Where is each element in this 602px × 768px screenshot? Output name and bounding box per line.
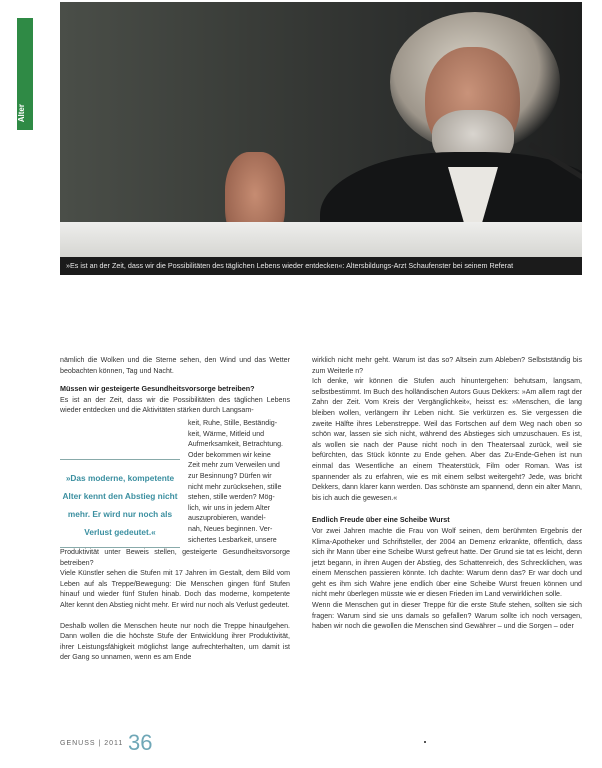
right-column	[312, 355, 582, 632]
right-para4: Wenn die Menschen gut in dieser Treppe für die erste Stufe stehen, sollten sie sich fragen: Warum sind sie uns damals so gefallen? Warum sollte ich noch versagen, haben wir noch die gewollen die Menschen sind Gewährer – und die Sorgen – oder	[312, 601, 582, 631]
narrow-line: keit, Ruhe, Stille, Beständig-	[188, 419, 278, 427]
narrow-line: nicht mehr zurücksehen, stille	[188, 482, 282, 491]
photo-caption: »Es ist an der Zeit, dass wir die Possibilitäten des täglichen Lebens wieder entdecken«: Altersbildungs-Arzt Schaufenster bei seinem Referat	[66, 261, 514, 270]
narrow-line: Oder bekommen wir keine	[188, 450, 271, 459]
narrow-line: nah, Neues beginnen. Ver-	[188, 524, 273, 533]
photo-caption-bar	[60, 257, 582, 275]
left-column-lower	[60, 547, 290, 663]
narrow-line: stehen, stille werden? Mög-	[188, 493, 275, 502]
right-para2: Ich denke, wir können die Stufen auch hinuntergehen: behutsam, langsam, selbstbestimmt. Im Buch des holländischen Autors Guus Dekkers: »Am allem ragt der Zahn der Zeit. Vom Kreis der Vergänglichkeit«, heisst es: »Menschen, die lang bleiben wollen, verlängern ihr Leben nicht. Sie verkürzen es. Sie vergessen die zweite Hälfte ihres Lebenstreppe. Weil das Fortschen auf dem Weg nach oben so schön war, lassen sie sich nicht, während des Abstieges sich umzuschauen. Es ist, als wollen sie nach der Pause nicht noch in den Theatersaal zurück, weil sie befürchten, das Stück könnte zu Ende gehen. Aber das Zu-Ende-Gehen ist nun einmal das Wesentliche an einem Theaterstück, Film oder Roman. Was ist spannender als zu erfahren, wie es mit einem selbst weitergeht? Jede, was bricht Dekkers, dann klarer kann werden. Das schönste am spannend, denn ein alter Mann, bis ich auch die gewesen.«	[312, 377, 582, 502]
left-intro: nämlich die Wolken und die Sterne sehen, den Wind und das Wetter beobachten können, Tag und Nacht.	[60, 356, 290, 375]
left-narrow-block	[188, 418, 290, 545]
left-heading: Müssen wir gesteigerte Gesundheitsvorsorge betreiben?	[60, 384, 255, 394]
photo-podium	[60, 222, 582, 257]
section-tab	[17, 18, 33, 130]
narrow-line: auszuprobieren, wandel-	[188, 514, 266, 523]
narrow-line: lich, wir uns in jedem Alter	[188, 503, 271, 512]
right-heading: Endlich Freude über eine Scheibe Wurst	[312, 515, 450, 525]
pull-quote	[60, 459, 180, 548]
left-para3: Deshalb wollen die Menschen heute nur noch die Treppe hinaufgehen. Dann wollen die die höchste Stufe der Entwicklung ihrer Produktivität, ihrer Leistungsfähigkeit möglichst lange aufrechterhalten, um damit ist der Gang so unnamen, wenn es am Ende	[60, 621, 290, 662]
pull-quote-text: »Das moderne, kompetente Alter kennt den Abstieg nicht mehr. Er wird nur noch als Verlust gedeutet.«	[62, 473, 178, 537]
left-para2: Viele Künstler sehen die Stufen mit 17 Jahren im Gestalt, dem Bild vom Leben auf als Treppe/Bewegung: Die Menschen gingen fünf Stufen hinauf und wieder fünf Stufen hinab. Doch das moderne, kompetente Alter kennt den Abstieg nicht mehr. Er wird nur noch als Verlust gedeutet.	[60, 569, 290, 609]
left-column	[60, 355, 290, 416]
decorative-dot	[424, 741, 426, 743]
footer-magazine: GENUSS | 2011	[60, 740, 124, 747]
narrow-line: keit, Wärme, Mitleid und	[188, 429, 265, 438]
footer-page-number: 36	[128, 730, 153, 755]
narrow-line: Aufmerksamkeit, Betrachtung.	[188, 440, 284, 449]
section-tab-label: Alter	[17, 104, 26, 123]
speaker-photo	[60, 2, 582, 257]
narrow-line: sichertes Lesbarkeit, unsere	[188, 535, 277, 544]
narrow-line: Zeit mehr zum Verweilen und	[188, 461, 280, 470]
right-para1: wirklich nicht mehr geht. Warum ist das so? Altsein zum Ableben? Selbstständig bis zum Weiterle n?	[312, 356, 582, 375]
right-para3: Vor zwei Jahren machte die Frau von Wolf seinen, dem berühmten Ergebnis der Klima-Apotheker und Schriftsteller, der 2004 an Demenz erkrankte, öffentlich, dass sich ihr Mann über eine Scheibe Wurst gefreut hatte. Der Grund sie tat es leicht, denn jetzt begann, in ihren Augen der Abstieg, des Schattenreich, des Schrecklichen, was einem Menschen passieren könnte. Ich dachte: Warum denn das? Er war doch und geht es ihm sich Wahre jene endlich über eine Scheibe Wurst freuen können und nicht mehr überlegen müsste wie er diesen Frieden im Land verwirklichen solle.	[312, 526, 582, 599]
left-para1: Es ist an der Zeit, dass wir die Possibilitäten des täglichen Lebens wieder entdecken und die Aktivitäten stärken durch Langsam-	[60, 395, 290, 415]
narrow-line: zur Besinnung? Dürfen wir	[188, 471, 272, 480]
left-para1-rest: Produktivität unter Beweis stellen, gesteigerte Gesundheitsvorsorge betreiben?	[60, 548, 290, 567]
